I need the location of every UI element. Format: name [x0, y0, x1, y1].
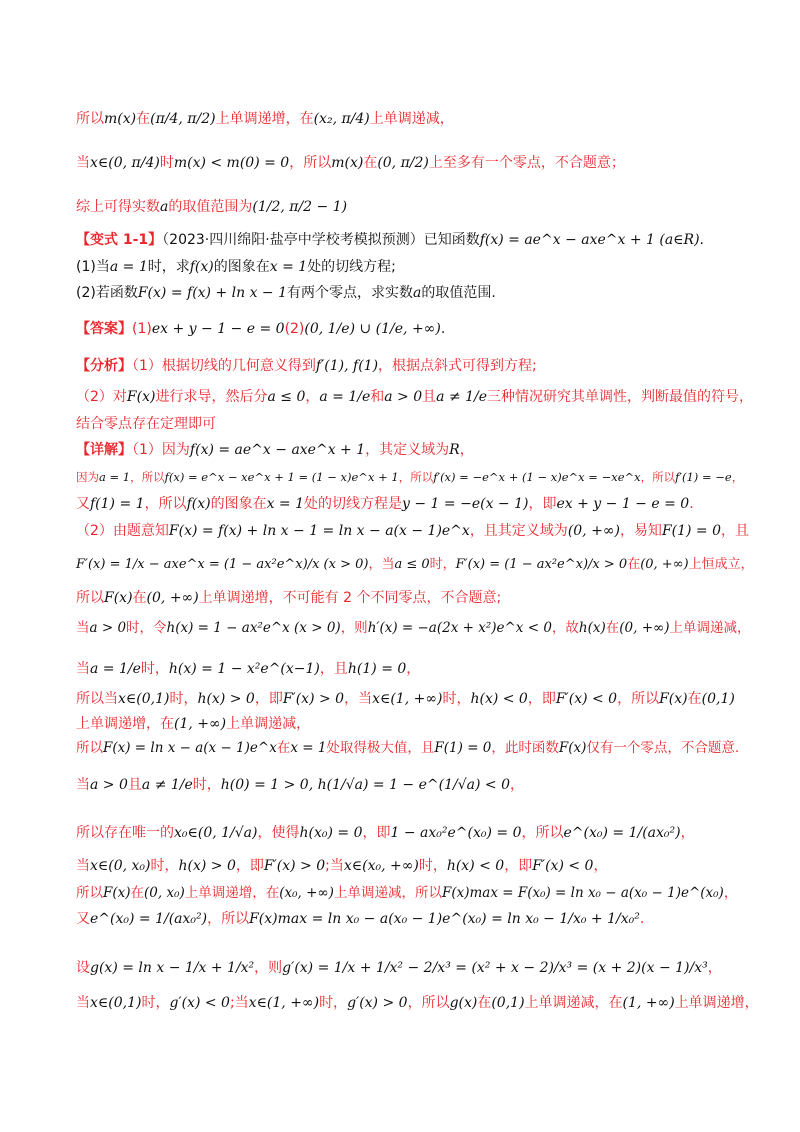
text-run: 时: [159, 155, 174, 171]
math-expression: h(x) > 0: [178, 858, 236, 874]
math-expression: (0, x₀): [144, 885, 185, 901]
text-run: 上单调递增，在: [215, 111, 314, 127]
math-expression: g′(x) > 0: [347, 995, 408, 1011]
text-line: [76, 152, 740, 174]
text-run: 又: [76, 911, 90, 927]
text-run: ，即: [362, 825, 391, 841]
section-tag: 【答案】: [76, 321, 132, 337]
text-run: ，所以: [407, 995, 450, 1011]
math-expression: a = 1/e: [90, 661, 141, 677]
text-run: ;当: [325, 858, 344, 874]
math-expression: ex + y − 1 − e = 0: [151, 321, 285, 337]
text-run: ，根据点斜式可得到方程;: [378, 358, 537, 374]
text-run: ，: [593, 858, 608, 874]
math-expression: x∈(0,1): [118, 691, 170, 707]
text-run: (2): [284, 321, 305, 337]
math-expression: a ≤ 0: [394, 557, 430, 572]
text-run: ，即: [528, 496, 557, 512]
text-run: 时，求: [147, 259, 190, 275]
math-expression: (0, +∞): [619, 620, 670, 636]
text-line: [76, 318, 740, 340]
math-expression: F′(x) > 0: [282, 691, 345, 707]
text-line: [76, 520, 750, 542]
text-line: [76, 108, 740, 130]
math-expression: (0, 1/e) ∪ (1/e, +∞): [304, 321, 441, 337]
section-tag: 【详解】: [76, 442, 132, 458]
text-run: ，即: [254, 691, 283, 707]
math-expression: y − 1 = −e(x − 1): [402, 496, 529, 512]
text-run: （1）因为: [132, 442, 190, 458]
math-expression: R: [449, 442, 460, 458]
text-line: [76, 386, 754, 408]
text-line: [76, 466, 744, 488]
text-run: (2)若函数: [76, 285, 138, 301]
text-line: [76, 355, 740, 377]
math-expression: h(x): [578, 620, 606, 636]
text-run: 在: [627, 557, 641, 572]
math-expression: (1, +∞): [622, 995, 675, 1011]
text-run: ，则: [254, 960, 283, 976]
math-expression: e^(x₀) = 1/(ax₀²): [563, 825, 681, 841]
text-run: ，所以: [207, 911, 250, 927]
text-run: 时，: [429, 557, 456, 572]
text-line: [76, 908, 740, 930]
math-expression: F(x): [659, 691, 688, 707]
text-run: 时，: [192, 777, 221, 793]
text-run: 处的切线方程;: [307, 259, 396, 275]
math-expression: (0,1): [701, 691, 735, 707]
text-line: [76, 992, 759, 1014]
math-expression: x∈(1, +∞): [248, 995, 320, 1011]
text-line: [76, 882, 740, 904]
text-run: 上单调递减，: [369, 111, 454, 127]
math-expression: a ≠ 1/e: [436, 389, 488, 405]
text-run: (1): [132, 321, 152, 337]
text-run: ，: [406, 661, 421, 677]
math-expression: F(1) = 0: [661, 523, 722, 539]
math-expression: (1, +∞): [174, 716, 227, 732]
math-expression: a: [160, 199, 169, 215]
text-run: 上单调递减，: [669, 620, 751, 636]
text-run: ，所以: [144, 496, 187, 512]
text-run: ，当: [368, 557, 395, 572]
math-expression: x = 1: [266, 496, 305, 512]
text-run: 所以: [76, 885, 103, 901]
math-expression: h(x) = 1 − x²e^(x−1): [168, 661, 320, 677]
text-run: 在: [136, 111, 151, 127]
math-expression: F′(x) < 0: [532, 858, 594, 874]
math-expression: F(x)max = ln x₀ − a(x₀ − 1)e^(x₀) = ln x₀ − 1/x₀ + 1/x₀²: [249, 911, 640, 927]
text-run: ，所以: [617, 691, 660, 707]
text-run: 的图象在: [210, 496, 267, 512]
math-expression: h(x) < 0: [446, 858, 505, 874]
text-run: 所以: [76, 590, 104, 606]
text-run: ，且: [721, 523, 750, 539]
text-run: 上至多有一个零点，不合题意；: [428, 155, 625, 171]
math-expression: (0, +∞): [567, 523, 620, 539]
section-tag: 【变式 1-1】: [76, 232, 163, 248]
text-run: 有两个零点，求实数: [287, 285, 414, 301]
math-expression: a ≠ 1/e: [141, 777, 193, 793]
math-expression: x₀∈(0, 1/√a): [174, 825, 258, 841]
text-run: 当: [76, 620, 90, 636]
text-run: (1)当: [76, 259, 110, 275]
text-run: ，且: [319, 661, 348, 677]
math-expression: f(1) = 1: [90, 496, 145, 512]
math-expression: h(x) > 0: [197, 691, 255, 707]
math-expression: x∈(0, π/4): [90, 155, 160, 171]
text-run: ，使得: [257, 825, 300, 841]
math-expression: h(x₀) = 0: [299, 825, 363, 841]
math-expression: a > 0: [90, 777, 128, 793]
math-expression: h′(x) = −a(2x + x²)e^x < 0: [367, 620, 552, 636]
math-expression: (0, π/2): [377, 155, 429, 171]
math-expression: F(x)max = F(x₀) = ln x₀ − a(x₀ − 1)e^(x₀): [441, 885, 724, 901]
math-expression: h(x) = 1 − ax²e^x (x > 0): [166, 620, 341, 636]
math-expression: g(x) = ln x − 1/x + 1/x²: [90, 960, 255, 976]
math-expression: F′(x) < 0: [555, 691, 618, 707]
text-run: 在: [130, 885, 145, 901]
text-run: 在: [132, 590, 147, 606]
text-run: 上单调递增，不可能有 2 个不同零点，不合题意;: [198, 590, 502, 606]
text-run: 的取值范围.: [421, 285, 496, 301]
math-expression: h(x) < 0: [470, 691, 528, 707]
math-expression: f′(1) = −e: [675, 470, 732, 484]
text-line: [76, 957, 740, 979]
math-expression: h(1) = 0: [347, 661, 407, 677]
math-expression: x = 1: [269, 259, 308, 275]
text-run: （1）根据切线的几何意义得到: [132, 358, 316, 374]
text-run: 在: [276, 740, 291, 756]
math-expression: m(x) < m(0) = 0: [173, 155, 290, 171]
text-run: 所以: [76, 111, 104, 127]
text-line: [76, 229, 740, 251]
math-expression: x∈(1, +∞): [372, 691, 443, 707]
text-run: 在: [477, 995, 492, 1011]
text-line: [76, 688, 740, 710]
text-run: 时，: [418, 858, 447, 874]
text-run: 时，: [141, 995, 170, 1011]
text-line: [76, 617, 751, 639]
math-expression: F(x): [104, 590, 133, 606]
text-run: 当: [76, 155, 90, 171]
text-run: ，所以: [289, 155, 332, 171]
math-expression: x∈(0, x₀): [90, 858, 151, 874]
text-run: ，: [731, 470, 744, 484]
math-expression: F′(x) = 1/x − axe^x = (1 − ax²e^x)/x (x > 0): [76, 557, 369, 572]
math-expression: 1 − ax₀²e^(x₀) = 0: [390, 825, 522, 841]
text-run: ，即: [527, 691, 556, 707]
text-run: ，即: [235, 858, 264, 874]
text-run: 结合零点存在定理即可: [76, 416, 216, 432]
text-run: 当: [76, 858, 90, 874]
math-expression: (0, +∞): [146, 590, 199, 606]
text-run: 的取值范围为: [168, 199, 253, 215]
section-tag: 【分析】: [76, 358, 132, 374]
text-run: 时，: [140, 661, 169, 677]
text-run: 上单调递减，所以: [333, 885, 442, 901]
math-expression: (x₀, +∞): [279, 885, 334, 901]
text-line: [76, 737, 740, 759]
text-run: 在: [363, 155, 378, 171]
text-run: ，其定义域为: [365, 442, 450, 458]
text-run: ，: [509, 777, 524, 793]
math-expression: (π/4, π/2): [150, 111, 216, 127]
math-expression: F(x): [126, 389, 156, 405]
text-line: [76, 282, 740, 304]
text-run: ，: [680, 825, 695, 841]
math-expression: F′(x) = (1 − ax²e^x)/x > 0: [455, 557, 628, 572]
text-run: 综上可得实数: [76, 199, 160, 215]
text-run: 且: [422, 389, 437, 405]
math-expression: (1/2, π/2 − 1): [252, 199, 348, 215]
math-expression: m(x): [331, 155, 364, 171]
math-expression: g′(x) < 0: [169, 995, 230, 1011]
text-run: 时，令: [126, 620, 167, 636]
text-run: .: [689, 496, 694, 512]
text-run: 在: [687, 691, 702, 707]
text-line: [76, 554, 754, 576]
math-expression: F(x) = f(x) + ln x − 1: [137, 285, 288, 301]
text-line: [76, 855, 740, 877]
math-expression: x∈(x₀, +∞): [343, 858, 419, 874]
text-run: 当: [76, 995, 90, 1011]
text-line: [76, 256, 740, 278]
text-run: ，此时函数: [491, 740, 559, 756]
math-expression: g(x): [449, 995, 478, 1011]
math-expression: F(x): [103, 885, 131, 901]
text-run: ，: [459, 442, 474, 458]
text-line: [76, 196, 740, 218]
text-run: 处的切线方程是: [304, 496, 403, 512]
text-run: 上单调递减，: [226, 716, 311, 732]
text-line: [76, 658, 740, 680]
text-run: 当: [76, 777, 90, 793]
text-run: 进行求导，然后分: [155, 389, 268, 405]
text-line: [76, 774, 740, 796]
math-expression: x∈(0,1): [90, 995, 142, 1011]
text-run: 所以存在唯一的: [76, 825, 174, 841]
text-run: ，: [305, 389, 320, 405]
math-expression: (0,1): [491, 995, 525, 1011]
text-run: （2）对: [76, 389, 127, 405]
math-expression: ex + y − 1 − e = 0: [556, 496, 690, 512]
text-run: 的图象在: [213, 259, 270, 275]
text-run: 时，: [319, 995, 348, 1011]
math-expression: h(0) = 1 > 0, h(1/√a) = 1 − e^(1/√a) < 0: [220, 777, 510, 793]
math-expression: a ≤ 0: [267, 389, 306, 405]
math-expression: F(x): [558, 740, 587, 756]
math-expression: g′(x) = 1/x + 1/x² − 2/x³ = (x² + x − 2)/x³ = (x + 2)(x − 1)/x³: [282, 960, 708, 976]
text-run: ，且其定义域为: [469, 523, 568, 539]
text-run: 所以当: [76, 691, 118, 707]
text-run: 当: [76, 661, 90, 677]
math-expression: f(x) = ae^x − axe^x + 1 (a∈R): [479, 232, 700, 248]
text-run: 处取得极大值，且: [326, 740, 435, 756]
text-run: 设: [76, 960, 90, 976]
math-expression: a > 0: [89, 620, 127, 636]
text-run: 因为: [76, 470, 99, 484]
text-run: ，则: [340, 620, 368, 636]
text-run: 上恒成立，: [688, 557, 754, 572]
text-run: 时，: [150, 858, 179, 874]
text-run: 所以: [76, 740, 103, 756]
text-run: .: [699, 232, 704, 248]
text-run: 且: [127, 777, 142, 793]
text-run: （2）由题意知: [76, 523, 169, 539]
math-expression: (0, +∞): [640, 557, 689, 572]
text-run: ;当: [229, 995, 249, 1011]
text-line: [76, 413, 740, 435]
math-expression: a: [413, 285, 422, 301]
text-run: ，所以: [398, 470, 434, 484]
math-expression: F(x) = f(x) + ln x − 1 = ln x − a(x − 1)e^x: [168, 523, 470, 539]
text-run: 上单调递增，: [674, 995, 759, 1011]
math-expression: m(x): [104, 111, 137, 127]
text-run: （2023·四川绵阳·盐亭中学校考模拟预测）已知函数: [162, 232, 480, 248]
math-expression: F′(x) > 0: [263, 858, 326, 874]
math-expression: f′(1), f(1): [315, 358, 379, 374]
text-run: 时，: [169, 691, 198, 707]
text-run: ，易知: [619, 523, 662, 539]
math-expression: a = 1: [99, 470, 131, 484]
text-run: 上单调递增，在: [76, 716, 174, 732]
text-run: .: [440, 321, 446, 337]
text-run: ，所以: [521, 825, 564, 841]
text-run: ，即: [504, 858, 533, 874]
math-expression: F(x) = ln x − a(x − 1)e^x: [103, 740, 277, 756]
text-line: [76, 587, 740, 609]
text-run: ，所以: [130, 470, 165, 484]
text-run: 和: [370, 389, 385, 405]
text-run: 上单调递减，在: [524, 995, 623, 1011]
text-run: 在: [605, 620, 620, 636]
math-expression: a = 1/e: [319, 389, 371, 405]
text-line: [76, 439, 740, 461]
text-run: ，: [723, 885, 738, 901]
text-run: 时，: [442, 691, 471, 707]
math-expression: f(x): [186, 496, 211, 512]
math-expression: F(1) = 0: [434, 740, 492, 756]
math-expression: e^(x₀) = 1/(ax₀²): [90, 911, 208, 927]
text-run: .: [639, 911, 645, 927]
math-expression: a > 0: [384, 389, 423, 405]
text-run: 又: [76, 496, 90, 512]
math-expression: a = 1: [109, 259, 148, 275]
text-run: 仅有一个零点，不合题意.: [586, 740, 740, 756]
text-run: 三种情况研究其单调性，判断最值的符号，: [487, 389, 754, 405]
text-line: [76, 493, 740, 515]
text-run: ，所以: [640, 470, 676, 484]
math-expression: f(x) = ae^x − axe^x + 1: [189, 442, 366, 458]
text-run: ，故: [551, 620, 579, 636]
math-expression: f′(x) = −e^x + (1 − x)e^x = −xe^x: [433, 470, 641, 484]
text-run: ，: [707, 960, 722, 976]
math-expression: x = 1: [290, 740, 327, 756]
math-expression: (x₂, π/4): [313, 111, 370, 127]
text-line: [76, 822, 740, 844]
text-run: ，当: [344, 691, 373, 707]
math-expression: f(x): [189, 259, 214, 275]
math-expression: f(x) = e^x − xe^x + 1 = (1 − x)e^x + 1: [164, 470, 399, 484]
text-run: 上单调递增，在: [184, 885, 280, 901]
text-line: [76, 713, 740, 735]
